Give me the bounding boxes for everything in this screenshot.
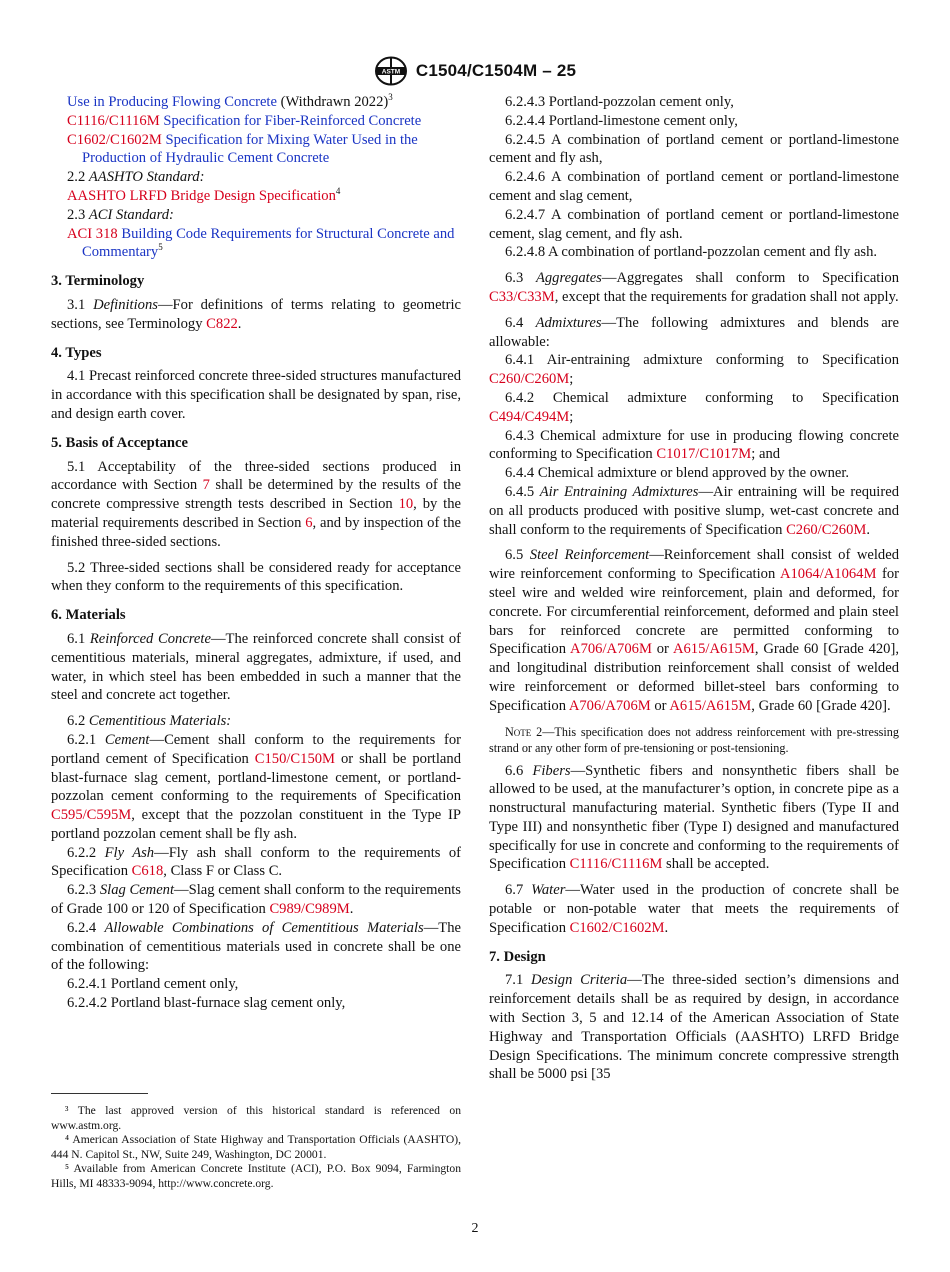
paragraph-6-2-1: 6.2.1 Cement—Cement shall conform to the requirements for portland cement of Specification C150/C150M or shall be portland blast-furnace slag cement, portland-limestone cement, or portland-pozzolan cement conforming to the requirements of Specification C595/C595M, except that the pozzolan constituent in the Type IP portland pozzolan cement shall be fly ash. (51, 731, 461, 842)
paragraph-6-2: 6.2 Cementitious Materials: (67, 713, 232, 730)
note-2: Note 2—This specification does not address reinforcement with pre-stressing strand or any other form of pre-tensioning or post-tensioning. (489, 724, 899, 755)
footnote-ref[interactable]: 5 (158, 242, 163, 253)
ref-c1602 (51, 131, 461, 169)
section-heading: 7. Design (489, 948, 546, 965)
ref-title-link[interactable]: Building Code Requirements for Structural Concrete and Commentary (82, 225, 455, 261)
ref-link[interactable]: C989/C989M (269, 901, 350, 918)
subsection-2-3: 2.3 ACI Standard: (67, 206, 174, 223)
ref-link[interactable]: A706/A706M (570, 641, 652, 658)
page-header (0, 56, 950, 91)
paragraph-5-1: 5.1 Acceptability of the three-sided sections produced in accordance with Section 7 shall be determined by the results of the concrete compressive strength tests described in Section 10, by the material requirements described in Section 6, and by inspection of the finished three-sided sections. (51, 458, 462, 550)
ref-aci-318 (51, 225, 461, 263)
logo-text: ASTM (381, 68, 401, 76)
ref-link[interactable]: C822 (206, 315, 238, 332)
ref-title-link[interactable]: Specification for Mixing Water Used in the Production of Hydraulic Cement Concrete (82, 131, 418, 167)
ref-link[interactable]: C33/C33M (489, 288, 555, 305)
ref-link[interactable]: A1064/A1064M (779, 566, 877, 583)
paragraph-6-2-4: 6.2.4 Allowable Combinations of Cementitious Materials—The combination of cementitious materials used in concrete shall be one of the following: (51, 919, 461, 974)
footnote-divider (51, 1093, 148, 1094)
section-heading: 5. Basis of Acceptance (51, 434, 189, 451)
paragraph-7-1: 7.1 Design Criteria—The three-sided section’s dimensions and reinforcement details shall be as required by design, in accordance with Section 3, 5 and 12.14 of the American Association of State Highway and Transportation Officials (AASHTO) LRFD Bridge Design Specifications. The minimum concrete compressive strength shall be 5000 psi [35 (489, 972, 899, 1083)
ref-link[interactable]: A615/A615M (672, 641, 755, 658)
list-item-6-2-4-4: 6.2.4.4 Portland-limestone cement only, (505, 112, 738, 129)
ref-aashto (51, 187, 461, 206)
paragraph-6-4-4: 6.4.4 Chemical admixture or blend approved by the owner. (505, 465, 850, 482)
paragraph-6-6: 6.6 Fibers—Synthetic fibers and nonsynthetic fibers shall be allowed to be used, at the manufacturer’s option, in concrete pipe as a nonstructural manufacturing material. Synthetic fibers (Type II and Type III) and nonsynthetic fiber (Type I) designed and manufactured specifically for use in concrete and conforming to the requirements of Specification C1116/C1116M shall be accepted. (489, 762, 899, 873)
list-item-6-2-4-2: 6.2.4.2 Portland blast-furnace slag cement only, (67, 995, 346, 1012)
ref-link[interactable]: C1116/C1116M (569, 856, 663, 873)
section-heading: 4. Types (51, 344, 102, 361)
ref-link[interactable]: Use in Producing Flowing Concrete (67, 94, 277, 110)
section-link[interactable]: 7 (202, 477, 210, 494)
ref-c1116 (51, 112, 461, 131)
section-heading: 3. Terminology (51, 273, 145, 290)
paragraph-6-4: 6.4 Admixtures—The following admixtures and blends are allowable: (489, 314, 900, 350)
paragraph-6-1: 6.1 Reinforced Concrete—The reinforced concrete shall consist of cementitious materials, mineral aggregates, admixture, if used, and water, in which steel has been embedded in such a manner that the steel and concrete act together. (51, 630, 461, 704)
ref-code-link[interactable]: C1116/C1116M (67, 112, 160, 129)
ref-c1017-continuation: Use in Producing Flowing Concrete (Withdrawn 2022)$^3$ (67, 92, 393, 110)
standard-designation: C1504/C1504M – 25 (415, 61, 577, 80)
paragraph-6-2-3: 6.2.3 Slag Cement—Slag cement shall conform to the requirements of Grade 100 or 120 of Specification C989/C989M. (51, 882, 461, 918)
paragraph-6-2-2: 6.2.2 Fly Ash—Fly ash shall conform to the requirements of Specification C618, Class F or Class C. (51, 844, 461, 880)
subsection-2-2: 2.2 AASHTO Standard: (67, 169, 205, 186)
ref-link[interactable]: A615/A615M (669, 697, 752, 714)
section-heading: 6. Materials (51, 607, 126, 624)
paragraph-6-5: 6.5 Steel Reinforcement—Reinforcement shall consist of welded wire reinforcement conforming to Specification A1064/A1064M for steel wire and welded wire reinforcement, plain and deformed, for concrete. For circumferential reinforcement, deformed and plain steel bars for reinforced concrete are permitted conforming to Specification A706/A706M or A615/A615M, Grade 60 [Grade 420], and longitudinal distribution reinforcement shall consist of welded wire reinforcement or deformed billet-steel bars conforming to Specification A706/A706M or A615/A615M, Grade 60 [Grade 420]. (489, 547, 899, 714)
paragraph-6-4-1: 6.4.1 Air-entraining admixture conforming to Specification C260/C260M; (489, 352, 899, 388)
list-item-6-2-4-3: 6.2.4.3 Portland-pozzolan cement only, (505, 94, 734, 110)
ref-link[interactable]: C260/C260M (786, 521, 867, 538)
ref-link[interactable]: C618 (131, 863, 164, 880)
footnotes (51, 1104, 461, 1192)
section-link[interactable]: 6 (305, 514, 313, 531)
footnote-3: ³ The last approved version of this historical standard is referenced on www.astm.org. (51, 1104, 461, 1132)
paragraph-6-7: 6.7 Water—Water used in the production of concrete shall be potable or non-potable water that meets the requirements of Specification C1602/C1602M. (489, 882, 900, 936)
paragraph-3-1: 3.1 Definitions—For definitions of terms relating to geometric sections, see Terminology C822. (51, 296, 461, 332)
right-column (489, 93, 899, 1084)
list-item-6-2-4-6: 6.2.4.6 A combination of portland cement or portland-limestone cement and slag cement, (489, 169, 899, 204)
ref-link[interactable]: C1017/C1017M (656, 446, 752, 463)
ref-link[interactable]: C260/C260M (489, 371, 570, 388)
ref-link[interactable]: C494/C494M (489, 408, 570, 425)
left-column (51, 93, 461, 1013)
footnote-ref[interactable]: 3 (388, 92, 393, 103)
ref-code-link[interactable]: C1602/C1602M (67, 131, 162, 148)
list-item-6-2-4-5: 6.2.4.5 A combination of portland cement or portland-limestone cement and fly ash, (489, 131, 899, 167)
paragraph-6-3: 6.3 Aggregates—Aggregates shall conform to Specification C33/C33M, except that the requirements for gradation shall not apply. (489, 270, 900, 305)
ref-link[interactable]: C595/C595M (51, 807, 132, 824)
paragraph-6-4-2: 6.4.2 Chemical admixture conforming to Specification C494/C494M; (489, 389, 899, 425)
list-item-6-2-4-1: 6.2.4.1 Portland cement only, (67, 976, 239, 993)
astm-logo-icon (374, 56, 408, 86)
list-item-6-2-4-8: 6.2.4.8 A combination of portland-pozzolan cement and fly ash. (505, 244, 878, 261)
page-number: 2 (471, 1221, 479, 1236)
paragraph-6-4-5: 6.4.5 Air Entraining Admixtures—Air entraining will be required on all products produced with positive slump, wet-cast concrete and shall conform to the requirements of Specification C260/C260M. (489, 483, 899, 538)
ref-link[interactable]: A706/A706M (568, 697, 651, 714)
ref-link[interactable]: C1602/C1602M (569, 919, 665, 936)
ref-title-link[interactable]: Specification for Fiber-Reinforced Concrete (159, 112, 422, 129)
paragraph-4-1: 4.1 Precast reinforced concrete three-sided structures manufactured in accordance with this specification shall be designated by span, rise, and design earth cover. (51, 368, 461, 422)
footnote-ref[interactable]: 4 (335, 186, 341, 197)
footnote-5: ⁵ Available from American Concrete Institute (ACI), P.O. Box 9094, Farmington Hills, MI 48333-9094, http://www.concrete.org. (51, 1162, 461, 1190)
section-link[interactable]: 10 (398, 496, 414, 513)
paragraph-5-2: 5.2 Three-sided sections shall be considered ready for acceptance when they conform to the requirements of this specification. (51, 559, 461, 595)
ref-title-link[interactable]: AASHTO LRFD Bridge Design Specification (67, 187, 336, 204)
ref-link[interactable]: C150/C150M (254, 750, 336, 767)
footnote-4: ⁴ American Association of State Highway and Transportation Officials (AASHTO), 444 N. Capitol St., NW, Suite 249, Washington, DC 20001. (51, 1133, 461, 1161)
list-item-6-2-4-7: 6.2.4.7 A combination of portland cement or portland-limestone cement, slag cement, and fly ash. (489, 206, 899, 242)
ref-code-link[interactable]: ACI 318 (67, 225, 118, 242)
paragraph-6-4-3: 6.4.3 Chemical admixture for use in producing flowing concrete conforming to Specification C1017/C1017M; and (489, 427, 899, 463)
